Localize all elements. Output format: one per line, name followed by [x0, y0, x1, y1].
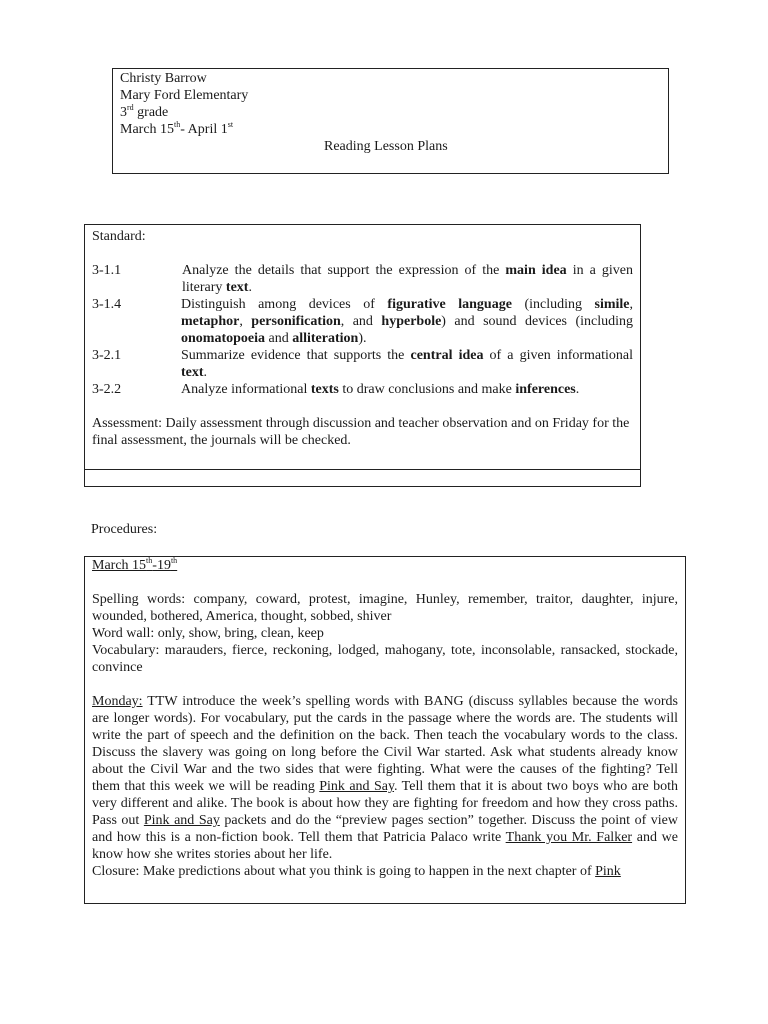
standard-heading: Standard: — [92, 229, 146, 244]
standard-description: Analyze the details that support the expression of the main idea in a given literary text. — [182, 263, 633, 295]
week-label: March 15th-19th — [92, 556, 178, 573]
spelling-words: Spelling words: company, coward, protest, imagine, Hunley, remember, traitor, daughter, injure, wounded, bothered, America, thought, sobbed, shiver — [92, 592, 678, 624]
teacher-name: Christy Barrow — [120, 71, 207, 86]
spacer — [92, 398, 633, 415]
divider — [85, 469, 640, 470]
standard-code: 3-1.4 — [92, 297, 122, 312]
standard-description: Distinguish among devices of figurative language (including simile, metaphor, personification, and hyperbole) and sound devices (including onomatopoeia and alliteration). — [181, 297, 634, 346]
procedures-heading: Procedures: — [91, 522, 158, 537]
page-title: Reading Lesson Plans — [324, 139, 448, 154]
grade-line: 3rd grade — [120, 103, 169, 120]
standard-code: 3-1.1 — [92, 263, 122, 278]
monday-plan: Monday: TTW introduce the week’s spelling words with BANG (discuss syllables because the words are longer words). For vocabulary, put the cards in the passage where the words are. The students will write the part of speech and the definition on the back. Then teach the vocabulary words to the class. Discuss the slavery was going on long before the Civil War started. Ask what students already know about the Civil War and the two sides that were fighting. What were the causes of the fighting? Tell them that this week we will be reading Pink and Say. Tell them that it is about two boys who are both very different and alike. The book is about how they are fighting for freedom and how they cross paths. Pass out Pink and Say packets and do the “preview pages section” together. Discuss the point of view and how this is a non-fiction book. Tell them that Patricia Palaco write Thank you Mr. Falker and we know how she writes stories about her life. — [92, 694, 679, 862]
standard-row — [92, 296, 633, 347]
assessment-text: Assessment: Daily assessment through discussion and teacher observation and on Friday for the final assessment, the journals will be checked. — [92, 416, 630, 448]
standard-code: 3-2.2 — [92, 382, 122, 397]
header-box — [112, 68, 669, 174]
spacer — [92, 676, 678, 693]
spacer — [92, 245, 633, 262]
vocabulary-words: Vocabulary: marauders, fierce, reckoning, lodged, mahogany, tote, inconsolable, ransacked, stockade, convince — [92, 643, 678, 675]
standard-row — [92, 381, 633, 398]
standard-description: Analyze informational texts to draw conclusions and make inferences. — [181, 382, 580, 397]
word-wall: Word wall: only, show, bring, clean, keep — [92, 626, 324, 641]
date-range: March 15th- April 1st — [120, 120, 234, 137]
procedures-box — [84, 556, 686, 904]
standard-code: 3-2.1 — [92, 348, 122, 363]
school-name: Mary Ford Elementary — [120, 88, 249, 103]
standard-row — [92, 262, 633, 296]
standard-row — [92, 347, 633, 381]
standard-description: Summarize evidence that supports the central idea of a given informational text. — [181, 348, 633, 380]
spacer — [92, 574, 678, 591]
standards-box — [84, 224, 641, 487]
closure-text: Closure: Make predictions about what you think is going to happen in the next chapter of Pink — [92, 864, 621, 879]
